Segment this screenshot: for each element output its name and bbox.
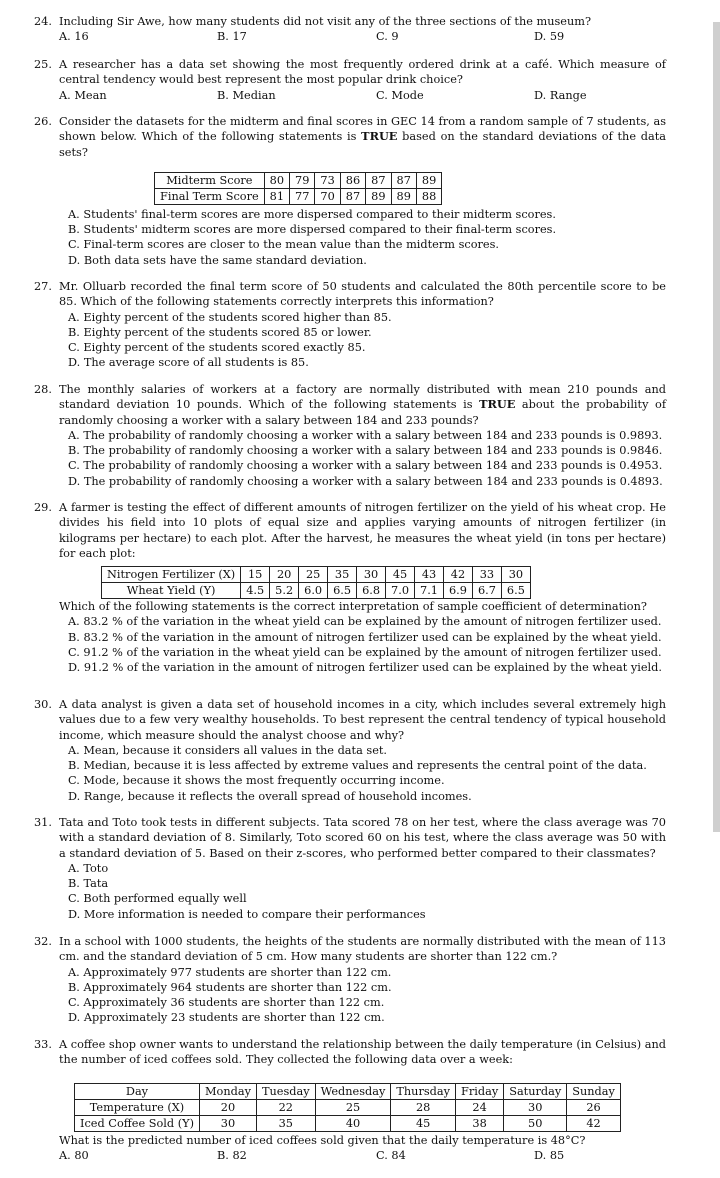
question-33 [34,1037,666,1163]
question-25 [34,57,666,103]
table-cell: 87 [366,172,391,188]
table-cell: 88 [416,188,441,204]
option-c[interactable]: C. Both performed equally well [68,892,247,906]
table-row [102,583,531,599]
option-b[interactable]: B. Approximately 964 students are shorter than 122 cm. [68,980,392,994]
table-cell: 40 [315,1115,391,1131]
table-cell: Final Term Score [155,188,265,204]
question-30 [34,697,666,804]
option-c[interactable]: C. The probability of randomly choosing a worker with a salary between 184 and 233 pounds is 0.4953. [68,459,663,473]
table-cell: 38 [456,1115,504,1131]
option-c[interactable]: C. Eighty percent of the students scored exactly 85. [68,341,366,355]
option-c[interactable]: C. Final-term scores are closer to the mean value than the midterm scores. [68,238,499,252]
option-d[interactable]: D. Both data sets have the same standard deviation. [68,253,367,267]
options-row [59,29,666,44]
table-cell: Tuesday [256,1083,315,1099]
table-cell: 45 [386,567,415,583]
table-row [75,1115,621,1131]
coffee-table [74,1083,621,1132]
table-row [155,172,442,188]
options-list [68,428,666,489]
table-cell: 86 [340,172,365,188]
table-cell: 5.2 [270,583,299,599]
question-26 [34,114,666,268]
option-b[interactable]: B. Median, because it is less affected by extreme values and represents the central point of the data. [68,759,647,773]
table-cell: Saturday [504,1083,567,1099]
table-cell: 25 [299,567,328,583]
options-list [68,207,666,268]
option-a[interactable]: A. 16 [59,30,89,44]
question-27 [34,279,666,371]
option-c[interactable]: C. 84 [376,1148,406,1162]
option-a[interactable]: A. Approximately 977 students are shorter than 122 cm. [68,965,392,979]
table-cell: 89 [416,172,441,188]
question-stem: Mr. Olluarb recorded the final term score of 50 students and calculated the 80th percentile score to be 85. Which of the following statements correctly interprets this information? [59,280,666,309]
table-cell: 6.8 [357,583,386,599]
options-list [68,965,666,1026]
question-29 [34,500,666,676]
table-cell: 30 [199,1115,256,1131]
option-b[interactable]: B. 82 [217,1148,247,1162]
table-cell: 7.1 [415,583,444,599]
option-d[interactable]: D. 85 [534,1148,565,1162]
table-cell: 6.0 [299,583,328,599]
option-d[interactable]: D. Range [534,88,587,102]
table-cell: 87 [340,188,365,204]
question-number: 26. [34,115,52,128]
table-cell: 6.5 [501,583,530,599]
question-stem-2: What is the predicted number of iced coffees sold given that the daily temperature is 48°C? [59,1133,586,1147]
option-b[interactable]: B. The probability of randomly choosing a worker with a salary between 184 and 233 pounds is 0.9846. [68,444,663,458]
table-cell: 45 [391,1115,456,1131]
option-d[interactable]: D. The average score of all students is 85. [68,356,309,370]
table-cell: 42 [567,1115,621,1131]
question-stem: Including Sir Awe, how many students did not visit any of the three sections of the museum? [59,15,592,28]
table-cell: 22 [256,1099,315,1115]
table-cell: 26 [567,1099,621,1115]
question-number: 32. [34,935,52,948]
options-row [59,1148,666,1163]
options-list [68,310,666,371]
option-c[interactable]: C. 9 [376,30,399,44]
table-cell: Wheat Yield (Y) [102,583,241,599]
table-cell: 87 [391,172,416,188]
option-a[interactable]: A. Eighty percent of the students scored higher than 85. [68,310,392,324]
question-number: 30. [34,698,52,711]
question-stem: A farmer is testing the effect of different amounts of nitrogen fertilizer on the yield of his wheat crop. He divides his field into 10 plots of equal size and applies varying amounts of nitrogen fertilizer (in kilograms per hectare) to each plot. After the harvest, he measures the wheat yield (in tons per hectare) for each plot: [59,501,666,560]
option-b[interactable]: B. 17 [217,30,247,44]
question-stem: The monthly salaries of workers at a factory are normally distributed with mean 210 pounds and standard deviation 10 pounds. Which of the following statements is TRUE about the probability of randomly choosing a worker with a salary between 184 and 233 pounds? [59,383,667,427]
table-cell: 30 [501,567,530,583]
table-cell: 35 [256,1115,315,1131]
table-cell: 30 [357,567,386,583]
table-cell: 77 [290,188,315,204]
table-cell: 73 [315,172,340,188]
option-d[interactable]: D. 91.2 % of the variation in the amount of nitrogen fertilizer used can be explained by the wheat yield. [68,661,662,675]
table-cell: Day [75,1083,200,1099]
table-cell: Wednesday [315,1083,391,1099]
table-cell: 28 [391,1099,456,1115]
option-a[interactable]: A. Mean [59,88,107,102]
option-c[interactable]: C. Mode [376,88,424,102]
table-cell: Midterm Score [155,172,265,188]
table-cell: Monday [199,1083,256,1099]
question-number: 24. [34,15,52,28]
option-c[interactable]: C. Approximately 36 students are shorter than 122 cm. [68,996,385,1010]
option-a[interactable]: A. Mean, because it considers all values in the data set. [68,743,388,757]
question-28 [34,382,666,489]
question-number: 33. [34,1038,52,1051]
option-b[interactable]: B. 83.2 % of the variation in the amount of nitrogen fertilizer used can be explained by the wheat yield. [68,630,662,644]
table-cell: Iced Coffee Sold (Y) [75,1115,200,1131]
table-cell: 89 [366,188,391,204]
table-cell: 20 [199,1099,256,1115]
table-cell: 20 [270,567,299,583]
question-stem-2: Which of the following statements is the correct interpretation of sample coefficient of determination? [59,600,647,614]
option-a[interactable]: A. The probability of randomly choosing a worker with a salary between 184 and 233 pounds is 0.9893. [68,428,663,442]
option-b[interactable]: B. Students' midterm scores are more dispersed compared to their final-term scores. [68,223,557,237]
table-cell: Temperature (X) [75,1099,200,1115]
options-row [59,88,666,103]
question-number: 27. [34,280,52,293]
option-c[interactable]: C. 91.2 % of the variation in the wheat yield can be explained by the amount of nitrogen fertilizer used. [68,646,662,660]
option-b[interactable]: B. Tata [68,877,109,891]
table-cell: 79 [290,172,315,188]
question-stem: Tata and Toto took tests in different subjects. Tata scored 78 on her test, where the class average was 70 with a standard deviation of 8. Similarly, Toto scored 60 on his test, where the class average was 50 with a standard deviation of 5. Based on their z-scores, who performed better compared to their classmates? [59,816,666,860]
option-c[interactable]: C. Mode, because it shows the most frequently occurring income. [68,774,445,788]
table-cell: 42 [443,567,472,583]
option-b[interactable]: B. Eighty percent of the students scored 85 or lower. [68,325,372,339]
table-cell: 30 [504,1099,567,1115]
table-cell: 24 [456,1099,504,1115]
table-row [155,188,442,204]
table-cell: Thursday [391,1083,456,1099]
scores-table [154,172,442,205]
option-a[interactable]: A. Students' final-term scores are more dispersed compared to their midterm scores. [68,207,556,221]
options-list [68,743,666,804]
option-d[interactable]: D. Range, because it reflects the overall spread of household incomes. [68,789,472,803]
question-24 [34,14,666,44]
options-list [68,861,666,922]
table-row [75,1083,621,1099]
table-cell: 80 [264,172,289,188]
table-cell: 7.0 [386,583,415,599]
table-cell: 35 [328,567,357,583]
option-d[interactable]: D. 59 [534,30,565,44]
option-a[interactable]: A. Toto [68,861,109,875]
table-cell: 81 [264,188,289,204]
table-row [75,1099,621,1115]
table-cell: Nitrogen Fertilizer (X) [102,567,241,583]
question-stem: A data analyst is given a data set of household incomes in a city, which includes several extremely high values due to a few very wealthy households. To best represent the central tendency of typical household income, which measure should the analyst choose and why? [59,698,666,742]
option-d[interactable]: D. More information is needed to compare their performances [68,907,426,921]
table-cell: 43 [415,567,444,583]
table-cell: 15 [241,567,270,583]
option-a[interactable]: A. 83.2 % of the variation in the wheat yield can be explained by the amount of nitrogen fertilizer used. [68,615,662,629]
question-number: 25. [34,58,52,71]
table-row [102,567,531,583]
option-d[interactable]: D. The probability of randomly choosing a worker with a salary between 184 and 233 pounds is 0.4893. [68,474,663,488]
table-cell: 6.5 [328,583,357,599]
table-cell: 33 [472,567,501,583]
table-cell: 70 [315,188,340,204]
table-cell: Sunday [567,1083,621,1099]
question-number: 29. [34,501,52,514]
fertilizer-table [101,566,531,599]
question-number: 28. [34,383,52,396]
table-cell: 4.5 [241,583,270,599]
option-d[interactable]: D. Approximately 23 students are shorter than 122 cm. [68,1011,385,1025]
question-stem: In a school with 1000 students, the heights of the students are normally distributed with the mean of 113 cm. and the standard deviation of 5 cm. How many students are shorter than 122 cm.? [59,935,666,964]
scrollbar[interactable] [713,22,720,832]
options-list [68,614,666,675]
question-32 [34,934,666,1026]
option-a[interactable]: A. 80 [59,1148,89,1162]
table-cell: 6.7 [472,583,501,599]
question-31 [34,815,666,922]
question-stem: A researcher has a data set showing the most frequently ordered drink at a café. Which measure of central tendency would best represent the most popular drink choice? [59,58,666,87]
table-cell: 50 [504,1115,567,1131]
option-b[interactable]: B. Median [217,88,276,102]
question-number: 31. [34,816,52,829]
table-cell: 6.9 [443,583,472,599]
table-cell: 89 [391,188,416,204]
table-cell: Friday [456,1083,504,1099]
question-stem: Consider the datasets for the midterm and final scores in GEC 14 from a random sample of 7 students, as shown below. Which of the following statements is TRUE based on the standard deviations of the data sets? [59,115,666,159]
table-cell: 25 [315,1099,391,1115]
question-stem: A coffee shop owner wants to understand the relationship between the daily temperature (in Celsius) and the number of iced coffees sold. They collected the following data over a week: [59,1038,666,1067]
